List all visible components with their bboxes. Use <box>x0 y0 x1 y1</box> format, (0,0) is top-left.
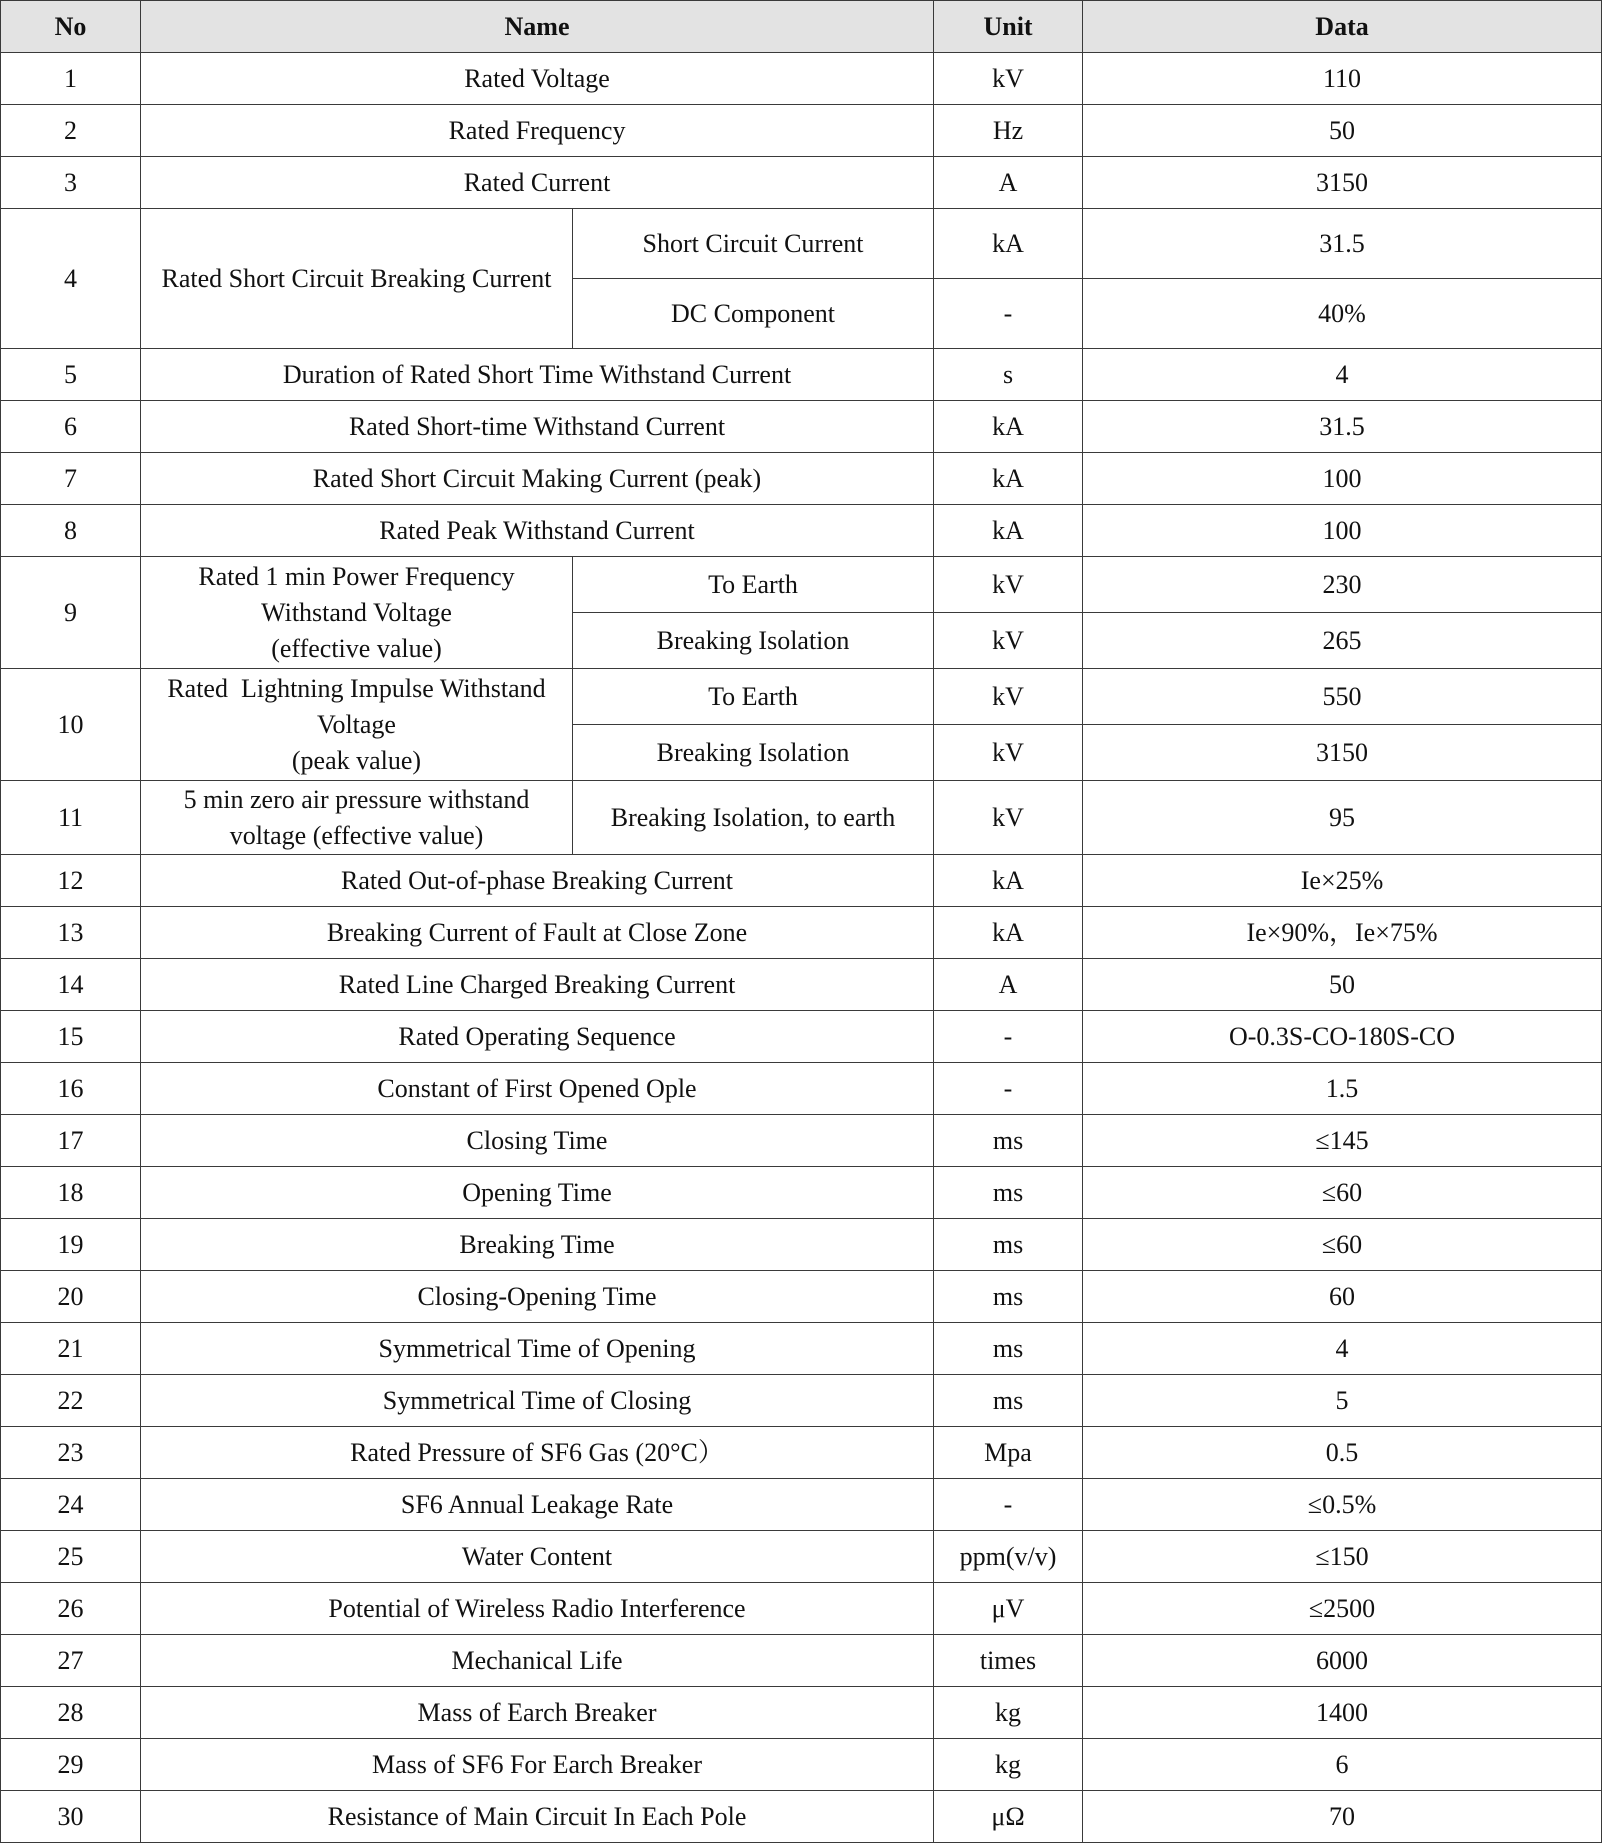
row-name: Breaking Time <box>141 1219 934 1271</box>
row-data: 100 <box>1083 453 1602 505</box>
row-unit: μΩ <box>934 1791 1083 1843</box>
row-unit: kV <box>934 613 1083 669</box>
table-row <box>1 1115 1602 1167</box>
table-row <box>1 557 1602 613</box>
row-data: 50 <box>1083 105 1602 157</box>
row-unit: kV <box>934 781 1083 855</box>
row-name: Rated Peak Withstand Current <box>141 505 934 557</box>
row-data: 4 <box>1083 349 1602 401</box>
table-row <box>1 1479 1602 1531</box>
row-data: 5 <box>1083 1375 1602 1427</box>
row-unit: ms <box>934 1323 1083 1375</box>
row-no: 23 <box>1 1427 141 1479</box>
row-no: 15 <box>1 1011 141 1063</box>
row-data: 0.5 <box>1083 1427 1602 1479</box>
table-row <box>1 669 1602 725</box>
row-data: 1400 <box>1083 1687 1602 1739</box>
row-name <box>141 669 573 781</box>
row-data: 265 <box>1083 613 1602 669</box>
row-data: ≤150 <box>1083 1531 1602 1583</box>
row-name: Mechanical Life <box>141 1635 934 1687</box>
row-no: 29 <box>1 1739 141 1791</box>
row-data: 6 <box>1083 1739 1602 1791</box>
row-name-line: Rated 1 min Power Frequency <box>198 561 515 591</box>
row-name: Mass of SF6 For Earch Breaker <box>141 1739 934 1791</box>
row-no: 3 <box>1 157 141 209</box>
row-unit: kV <box>934 53 1083 105</box>
row-unit: kV <box>934 557 1083 613</box>
row-unit: - <box>934 1479 1083 1531</box>
row-name-line: (effective value) <box>271 633 442 663</box>
row-data: 550 <box>1083 669 1602 725</box>
row-no: 8 <box>1 505 141 557</box>
header-data: Data <box>1083 1 1602 53</box>
row-name: Rated Out-of-phase Breaking Current <box>141 855 934 907</box>
row-name-line: voltage (effective value) <box>229 820 484 850</box>
row-no: 10 <box>1 669 141 781</box>
row-unit: kg <box>934 1687 1083 1739</box>
table-row <box>1 505 1602 557</box>
row-unit: kA <box>934 505 1083 557</box>
row-no: 13 <box>1 907 141 959</box>
table-row <box>1 1375 1602 1427</box>
row-subname: To Earth <box>573 669 934 725</box>
table-row <box>1 1687 1602 1739</box>
row-data: 31.5 <box>1083 209 1602 279</box>
row-no: 21 <box>1 1323 141 1375</box>
row-no: 20 <box>1 1271 141 1323</box>
row-unit: times <box>934 1635 1083 1687</box>
row-name <box>141 781 573 855</box>
row-name-line: Rated Lightning Impulse Withstand <box>167 673 546 703</box>
row-no: 30 <box>1 1791 141 1843</box>
row-no: 17 <box>1 1115 141 1167</box>
row-no: 2 <box>1 105 141 157</box>
row-subname: DC Component <box>573 279 934 349</box>
row-unit: kg <box>934 1739 1083 1791</box>
row-name: Water Content <box>141 1531 934 1583</box>
row-data: 4 <box>1083 1323 1602 1375</box>
row-name: Mass of Earch Breaker <box>141 1687 934 1739</box>
row-data: 6000 <box>1083 1635 1602 1687</box>
row-no: 5 <box>1 349 141 401</box>
table-row <box>1 453 1602 505</box>
row-data: ≤0.5% <box>1083 1479 1602 1531</box>
row-no: 25 <box>1 1531 141 1583</box>
row-no: 4 <box>1 209 141 349</box>
table-row <box>1 209 1602 279</box>
row-data: O-0.3S-CO-180S-CO <box>1083 1011 1602 1063</box>
row-no: 14 <box>1 959 141 1011</box>
row-unit: - <box>934 279 1083 349</box>
table-row <box>1 1011 1602 1063</box>
row-name-line: Voltage <box>317 709 396 739</box>
row-unit: kV <box>934 725 1083 781</box>
row-name: Rated Short Circuit Breaking Current <box>141 209 573 349</box>
row-name: Rated Pressure of SF6 Gas (20°C） <box>141 1427 934 1479</box>
row-name-line: Withstand Voltage <box>261 597 452 627</box>
table-row <box>1 157 1602 209</box>
table-row <box>1 401 1602 453</box>
row-name: Symmetrical Time of Closing <box>141 1375 934 1427</box>
row-unit: ms <box>934 1375 1083 1427</box>
row-data: 50 <box>1083 959 1602 1011</box>
row-name: Resistance of Main Circuit In Each Pole <box>141 1791 934 1843</box>
table-row <box>1 1219 1602 1271</box>
row-name: Rated Frequency <box>141 105 934 157</box>
row-name: Rated Current <box>141 157 934 209</box>
row-unit: ms <box>934 1219 1083 1271</box>
row-subname: Breaking Isolation, to earth <box>573 781 934 855</box>
table-row <box>1 1271 1602 1323</box>
row-no: 24 <box>1 1479 141 1531</box>
row-subname: Short Circuit Current <box>573 209 934 279</box>
row-name: Rated Short Circuit Making Current (peak) <box>141 453 934 505</box>
header-row <box>1 1 1602 53</box>
table-row <box>1 781 1602 855</box>
row-unit: A <box>934 959 1083 1011</box>
table-row <box>1 53 1602 105</box>
row-unit: kV <box>934 669 1083 725</box>
row-name: Closing-Opening Time <box>141 1271 934 1323</box>
row-unit: Hz <box>934 105 1083 157</box>
row-no: 6 <box>1 401 141 453</box>
row-name: Potential of Wireless Radio Interference <box>141 1583 934 1635</box>
row-data: 31.5 <box>1083 401 1602 453</box>
row-no: 7 <box>1 453 141 505</box>
table-row <box>1 1427 1602 1479</box>
table-row <box>1 959 1602 1011</box>
row-data: 3150 <box>1083 157 1602 209</box>
row-unit: kA <box>934 855 1083 907</box>
row-data: ≤60 <box>1083 1219 1602 1271</box>
row-name-line: 5 min zero air pressure withstand <box>183 784 530 814</box>
row-no: 26 <box>1 1583 141 1635</box>
row-unit: ms <box>934 1115 1083 1167</box>
row-name: Breaking Current of Fault at Close Zone <box>141 907 934 959</box>
row-data: 3150 <box>1083 725 1602 781</box>
row-unit: - <box>934 1063 1083 1115</box>
header-unit: Unit <box>934 1 1083 53</box>
row-unit: kA <box>934 907 1083 959</box>
row-data: 100 <box>1083 505 1602 557</box>
header-no: No <box>1 1 141 53</box>
row-unit: - <box>934 1011 1083 1063</box>
row-no: 1 <box>1 53 141 105</box>
row-name: Symmetrical Time of Opening <box>141 1323 934 1375</box>
row-unit: ms <box>934 1271 1083 1323</box>
row-name-line: (peak value) <box>291 745 422 775</box>
table-row <box>1 1063 1602 1115</box>
table-row <box>1 1167 1602 1219</box>
table-row <box>1 349 1602 401</box>
header-name: Name <box>141 1 934 53</box>
row-name: Constant of First Opened Ople <box>141 1063 934 1115</box>
row-data: ≤60 <box>1083 1167 1602 1219</box>
row-data: 40% <box>1083 279 1602 349</box>
row-unit: kA <box>934 401 1083 453</box>
row-unit: Mpa <box>934 1427 1083 1479</box>
row-name: Rated Operating Sequence <box>141 1011 934 1063</box>
row-name: Opening Time <box>141 1167 934 1219</box>
row-subname: Breaking Isolation <box>573 613 934 669</box>
row-no: 22 <box>1 1375 141 1427</box>
table-row <box>1 1739 1602 1791</box>
row-no: 18 <box>1 1167 141 1219</box>
table-row <box>1 855 1602 907</box>
row-unit: μV <box>934 1583 1083 1635</box>
row-data: 110 <box>1083 53 1602 105</box>
row-data: 1.5 <box>1083 1063 1602 1115</box>
row-no: 16 <box>1 1063 141 1115</box>
row-name: Duration of Rated Short Time Withstand Current <box>141 349 934 401</box>
table-row <box>1 907 1602 959</box>
row-name: Closing Time <box>141 1115 934 1167</box>
row-no: 11 <box>1 781 141 855</box>
row-name: SF6 Annual Leakage Rate <box>141 1479 934 1531</box>
table-row <box>1 1791 1602 1843</box>
row-data: 60 <box>1083 1271 1602 1323</box>
row-data: 95 <box>1083 781 1602 855</box>
row-name: Rated Voltage <box>141 53 934 105</box>
row-no: 28 <box>1 1687 141 1739</box>
table-row <box>1 105 1602 157</box>
table-row <box>1 1323 1602 1375</box>
row-no: 27 <box>1 1635 141 1687</box>
row-name <box>141 557 573 669</box>
row-data: Ie×90%，Ie×75% <box>1083 907 1602 959</box>
row-subname: To Earth <box>573 557 934 613</box>
table-row <box>1 1583 1602 1635</box>
row-subname: Breaking Isolation <box>573 725 934 781</box>
row-data: ≤145 <box>1083 1115 1602 1167</box>
row-no: 9 <box>1 557 141 669</box>
row-data: 70 <box>1083 1791 1602 1843</box>
row-unit: s <box>934 349 1083 401</box>
table-row <box>1 1531 1602 1583</box>
row-unit: kA <box>934 453 1083 505</box>
row-unit: A <box>934 157 1083 209</box>
row-name: Rated Short-time Withstand Current <box>141 401 934 453</box>
row-name: Rated Line Charged Breaking Current <box>141 959 934 1011</box>
row-unit: ms <box>934 1167 1083 1219</box>
table-row <box>1 1635 1602 1687</box>
row-unit: kA <box>934 209 1083 279</box>
row-data: ≤2500 <box>1083 1583 1602 1635</box>
row-data: 230 <box>1083 557 1602 613</box>
row-no: 19 <box>1 1219 141 1271</box>
row-no: 12 <box>1 855 141 907</box>
row-unit: ppm(v/v) <box>934 1531 1083 1583</box>
row-data: Ie×25% <box>1083 855 1602 907</box>
